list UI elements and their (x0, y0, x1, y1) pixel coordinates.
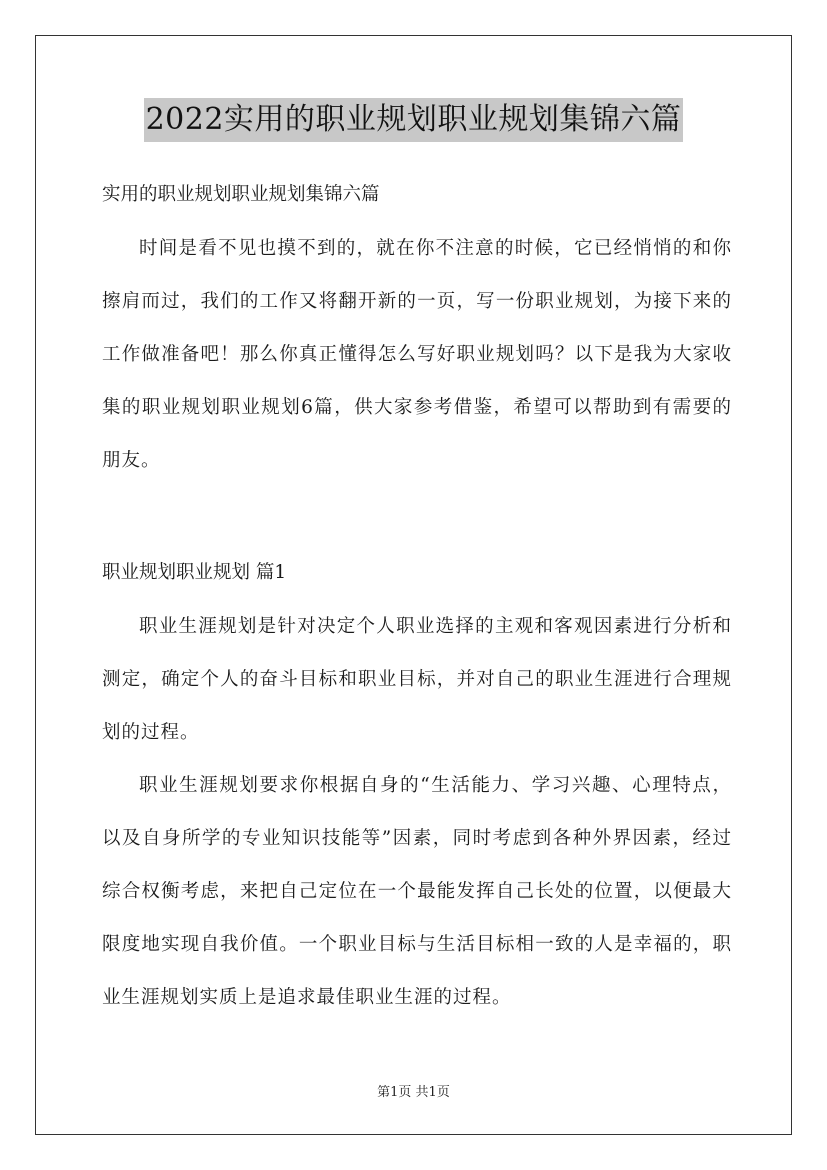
body-paragraph: 职业生涯规划要求你根据自身的“生活能力、学习兴趣、心理特点，以及自身所学的专业知识技能等”因素，同时考虑到各种外界因素，经过综合权衡考虑，来把自己定位在一个最能发挥自己长处的位置，以便最大限度地实现自我价值。一个职业目标与生活目标相一致的人是幸福的，职业生涯规划实质上是追求最佳职业生涯的过程。 (102, 775, 732, 1008)
intro-paragraph: 时间是看不见也摸不到的，就在你不注意的时候，它已经悄悄的和你擦肩而过，我们的工作又将翻开新的一页，写一份职业规划，为接下来的工作做准备吧！那么你真正懂得怎么写好职业规划吗？以下是我为大家收集的职业规划职业规划6篇，供大家参考借鉴，希望可以帮助到有需要的朋友。 (102, 238, 732, 471)
document-title: 2022实用的职业规划职业规划集锦六篇 (144, 98, 684, 142)
title-container (0, 98, 827, 142)
body-paragraph: 职业生涯规划是针对决定个人职业选择的主观和客观因素进行分析和测定，确定个人的奋斗目标和职业目标，并对自己的职业生涯进行合理规划的过程。 (102, 616, 732, 743)
section-body (102, 600, 732, 1024)
intro-section (102, 222, 732, 487)
document-subtitle: 实用的职业规划职业规划集锦六篇 (102, 184, 380, 205)
page-footer: 第1页 共1页 (377, 1085, 450, 1100)
section-heading: 职业规划职业规划 篇1 (102, 562, 287, 583)
